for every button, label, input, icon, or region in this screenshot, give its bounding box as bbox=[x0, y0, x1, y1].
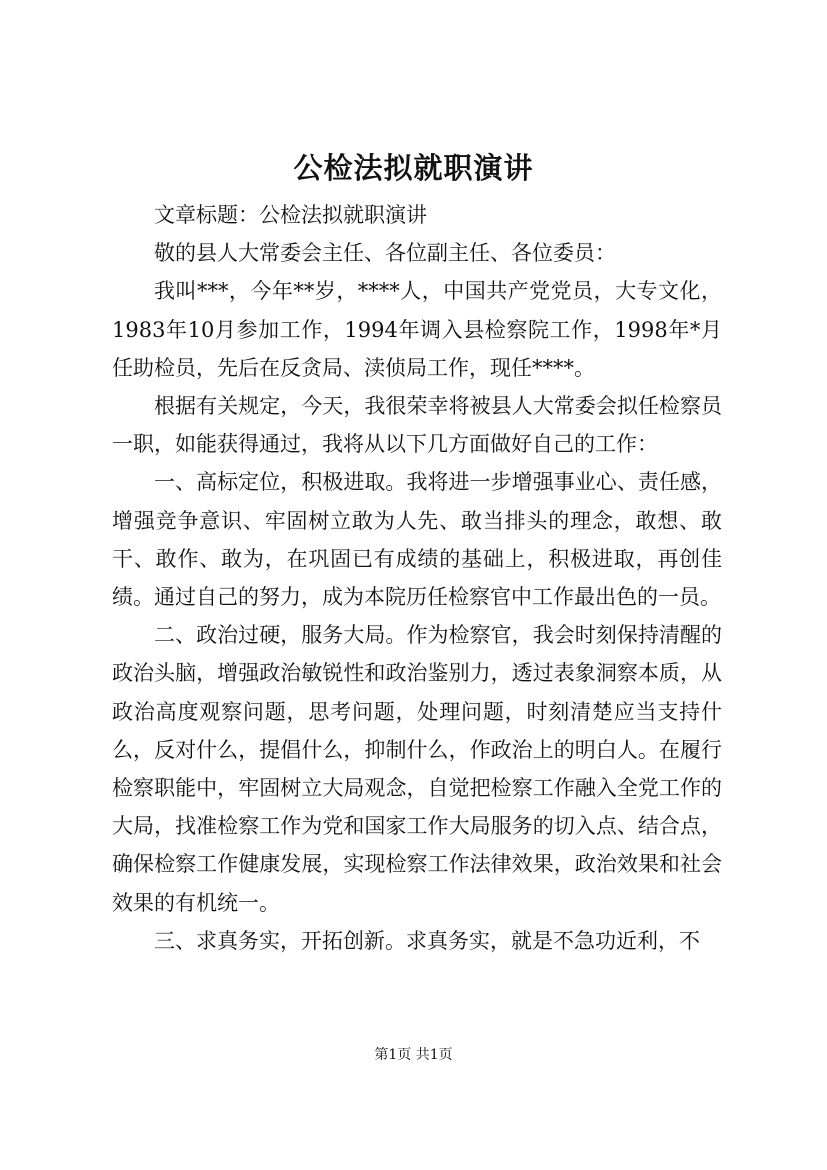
paragraph-article-title: 文章标题：公检法拟就职演讲 bbox=[154, 203, 427, 227]
paragraph-appointment: 根据有关规定，今天，我很荣幸将被县人大常委会拟任检察员一职，如能获得通过，我将从以下几方面做好自己的工作： bbox=[112, 394, 722, 457]
page-footer: 第1页 共1页 bbox=[374, 1047, 453, 1063]
document-body bbox=[112, 196, 722, 960]
paragraph-salutation: 敬的县人大常委会主任、各位副主任、各位委员： bbox=[154, 241, 616, 266]
paragraph-point-three: 三、求真务实，开拓创新。求真务实，就是不急功近利，不 bbox=[154, 928, 700, 953]
paragraph-self-introduction: 我叫***，今年**岁，****人，中国共产党党员，大专文化，1983年10月参加工作，1994年调入县检察院工作，1998年*月任助检员，先后在反贪局、渎侦局工作，现任****。 bbox=[112, 279, 722, 380]
paragraph-point-two: 二、政治过硬，服务大局。作为检察官，我会时刻保持清醒的政治头脑，增强政治敏锐性和政治鉴别力，透过表象洞察本质，从政治高度观察问题，思考问题，处理问题，时刻清楚应当支持什么，反对什么，提倡什么，抑制什么，作政治上的明白人。在履行检察职能中，牢固树立大局观念，自觉把检察工作融入全党工作的大局，找准检察工作为党和国家工作大局服务的切入点、结合点，确保检察工作健康发展，实现检察工作法律效果，政治效果和社会效果的有机统一。 bbox=[112, 623, 722, 915]
document-title: 公检法拟就职演讲 bbox=[293, 151, 534, 185]
paragraph-point-one: 一、高标定位，积极进取。我将进一步增强事业心、责任感，增强竞争意识、牢固树立敢为人先、敢当排头的理念，敢想、敢干、敢作、敢为，在巩固已有成绩的基础上，积极进取，再创佳绩。通过自己的努力，成为本院历任检察官中工作最出色的一员。 bbox=[112, 470, 722, 610]
